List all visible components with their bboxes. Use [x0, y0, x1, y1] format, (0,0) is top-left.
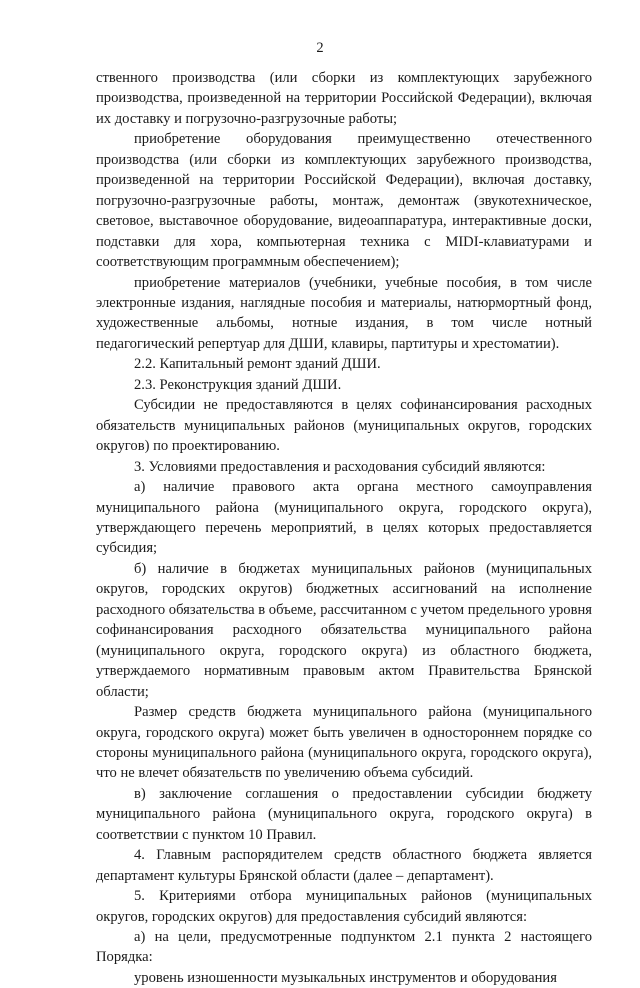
paragraph-budget-size: Размер средств бюджета муниципального района (муниципального округа, городского округа) может быть увеличен в одностороннем порядке со стороны муниципального района (муниципального округа, городского округа), что не влечет обязательств по увеличению объема субсидий.: [96, 704, 592, 782]
clause-3-a: а) наличие правового акта органа местного самоуправления муниципального района (муниципального округа, городского округа), утверждающего перечень мероприятий, в целях которых предоставляется субсидия;: [96, 479, 592, 557]
paragraph-subsidy-exclusion: Субсидии не предоставляются в целях софинансирования расходных обязательств муниципальных районов (муниципальных округов, городских округов) по проектированию.: [96, 397, 592, 455]
document-body: [96, 68, 592, 988]
page-number: 2: [316, 40, 324, 56]
clause-4: 4. Главным распорядителем средств областного бюджета является департамент культуры Брянской области (далее – департамент).: [96, 847, 592, 884]
clause-2-3: 2.3. Реконструкция зданий ДШИ.: [134, 376, 342, 393]
clause-3-b: б) наличие в бюджетах муниципальных районов (муниципальных округов, городских округов) бюджетных ассигнований на исполнение расходного обязательства в объеме, рассчитанном с учетом предельного уровня софинансирования расходного обязательства муниципального района (муниципального округа, городского округа) из областного бюджета, утверждаемого нормативным правовым актом Правительства Брянской области;: [96, 560, 592, 700]
paragraph-continuation: ственного производства (или сборки из комплектующих зарубежного производства, произведенной на территории Российской Федерации), включая их доставку и погрузочно-разгрузочные работы;: [96, 70, 592, 127]
paragraph-equipment: приобретение оборудования преимущественно отечественного производства (или сборки из комплектующих зарубежного производства, произведенной на территории Российской Федерации), включая доставку, погрузочно-разгрузочные работы, монтаж, демонтаж (звукотехническое, световое, выставочное оборудование, видеоаппаратура, интерактивные доски, подставки для хора, компьютерная техника с MIDI-клавиатурами и соответствующим программным обеспечением);: [96, 131, 592, 271]
clause-5: 5. Критериями отбора муниципальных районов (муниципальных округов, городских округов) для предоставления субсидий являются:: [96, 888, 592, 925]
clause-3: 3. Условиями предоставления и расходования субсидий являются:: [134, 458, 546, 475]
clause-2-2: 2.2. Капитальный ремонт зданий ДШИ.: [134, 356, 381, 373]
paragraph-materials: приобретение материалов (учебники, учебные пособия, в том числе электронные издания, наглядные пособия и материалы, натюрмортный фонд, художественные альбомы, нотные издания, в том числе нотный педагогический репертуар для ДШИ, клавиры, партитуры и хрестоматии).: [96, 274, 592, 352]
clause-5-a: а) на цели, предусмотренные подпунктом 2.1 пункта 2 настоящего Порядка:: [96, 929, 592, 966]
paragraph-wear-level: уровень изношенности музыкальных инструментов и оборудования: [134, 969, 557, 986]
clause-3-v: в) заключение соглашения о предоставлении субсидии бюджету муниципального района (муниципального округа, городского округа) в соответствии с пунктом 10 Правил.: [96, 785, 592, 843]
